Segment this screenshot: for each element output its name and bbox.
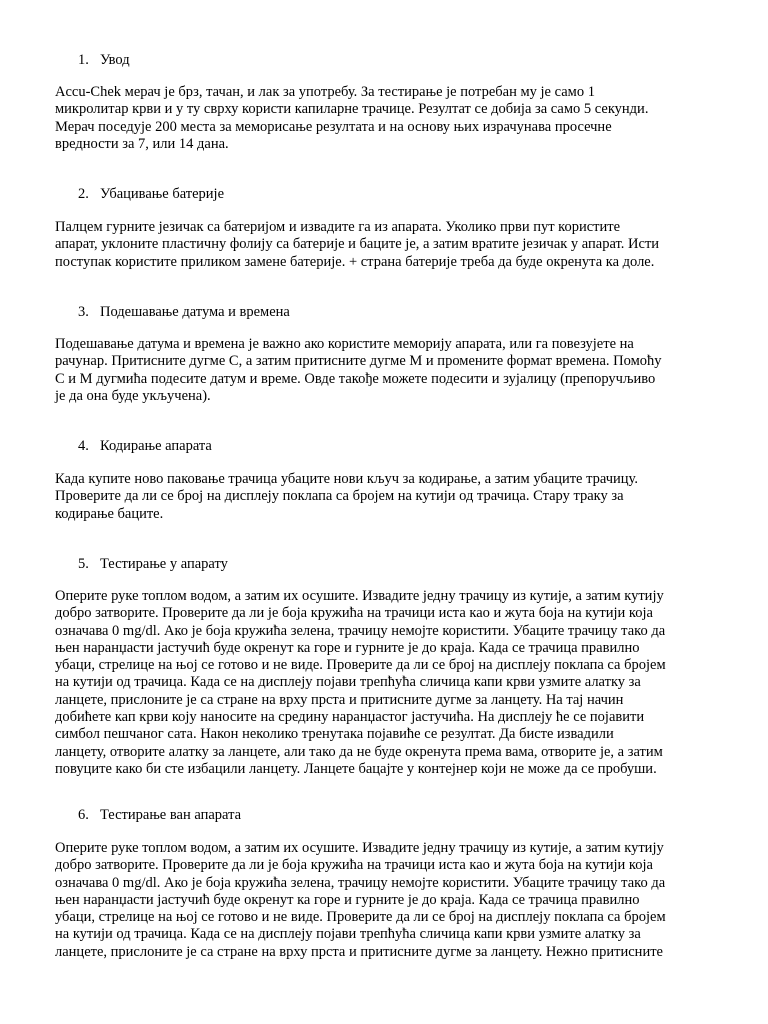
- paragraph-line: означава 0 mg/dl. Ако је боја кружића зелена, трачицу немојте користити. Убаците трачицу тако да: [55, 622, 666, 639]
- section-title: Тестирање у апарату: [100, 556, 228, 572]
- section-heading-coding: [78, 437, 212, 455]
- paragraph-line: повуците како би сте избацили ланцету. Ланцете бацајте у контејнер који не може да се пробуши.: [55, 760, 657, 777]
- paragraph-line: њен наранџасти јастучић буде окренут ка горе и гурните је до краја. Када се трачица правилно: [55, 891, 640, 908]
- paragraph-line: означава 0 mg/dl. Ако је боја кружића зелена, трачицу немојте користити. Убаците трачицу тако да: [55, 874, 666, 891]
- section-heading-date-time: [78, 303, 290, 321]
- paragraph-line: симбол пешчаног сата. Након неколико тренутака појавиће се резултат. Да бисте извадили: [55, 726, 614, 743]
- paragraph-line: добићете кап крви коју наносите на средину наранџастог јастучића. На дисплеју ће се појавити: [55, 709, 645, 726]
- section-title: Кодирање апарата: [100, 438, 212, 454]
- section-paragraph-testing-outside-device: [55, 840, 720, 961]
- section-number: 6.: [78, 807, 89, 823]
- paragraph-line: микролитар крви и у ту сврху користи капиларне трачице. Резултат се добија за само 5 секунди.: [55, 101, 649, 118]
- section-heading-testing-outside-device: [78, 806, 241, 824]
- paragraph-line: Мерач поседује 200 места за меморисање резултата и на основу њих израчунава просечне: [55, 118, 612, 135]
- section-number: 1.: [78, 52, 89, 68]
- section-number: 2.: [78, 186, 89, 202]
- section-number: 3.: [78, 304, 89, 320]
- section-paragraph-coding: [55, 471, 720, 523]
- section-heading-testing-in-device: [78, 555, 228, 573]
- section-paragraph-testing-in-device: [55, 588, 720, 778]
- paragraph-line: Палцем гурните језичак са батеријом и извадите га из апарата. Уколико први пут користите: [55, 219, 621, 235]
- section-paragraph-intro: [55, 84, 720, 153]
- paragraph-line: на кутији од трачица. Када се на дисплеју појави трепћућа сличица капи крви узмите алатку за: [55, 926, 641, 943]
- paragraph-line: добро затворите. Проверите да ли је боја кружића на трачици иста као и жута боја на кутији која: [55, 605, 653, 622]
- paragraph-line: Оперите руке топлом водом, а затим их осушите. Извадите једну трачицу из кутије, а затим кутију: [55, 840, 664, 856]
- section-paragraph-date-time: [55, 336, 720, 405]
- paragraph-line: рачунар. Притисните дугме C, а затим притисните дугме M и промените формат времена. Помоћу: [55, 353, 662, 370]
- section-title: Тестирање ван апарата: [100, 807, 242, 823]
- section-paragraph-battery: [55, 219, 720, 271]
- paragraph-line: Када купите ново паковање трачица убаците нови кључ за кодирање, а затим убаците трачицу.: [55, 471, 638, 487]
- paragraph-line: је да она буде укључена).: [55, 387, 211, 404]
- section-title: Увод: [100, 52, 130, 68]
- paragraph-line: Accu-Chek мерач је брз, тачан, и лак за употребу. За тестирање је потребан му је само 1: [55, 84, 595, 100]
- paragraph-line: Подешавање датума и времена је важно ако користите меморију апарата, или га повезујете на: [55, 336, 634, 352]
- paragraph-line: ланцету, отворите алатку за ланцете, али тако да не буде окренута према вама, отворите је, а затим: [55, 743, 663, 760]
- paragraph-line: Оперите руке топлом водом, а затим их осушите. Извадите једну трачицу из кутије, а затим кутију: [55, 588, 664, 604]
- section-title: Подешавање датума и времена: [100, 304, 290, 320]
- section-title: Убацивање батерије: [100, 186, 225, 202]
- paragraph-line: кодирање баците.: [55, 505, 164, 522]
- section-number: 5.: [78, 556, 89, 572]
- section-number: 4.: [78, 438, 89, 454]
- paragraph-line: поступак користите приликом замене батерије. + страна батерије треба да буде окренута ка доле.: [55, 253, 655, 270]
- section-heading-battery: [78, 185, 224, 203]
- paragraph-line: вредности за 7, или 14 дана.: [55, 135, 229, 152]
- paragraph-line: ланцете, прислоните је са стране на врху прста и притисните дугме за ланцету. На тај начин: [55, 691, 624, 708]
- paragraph-line: њен наранџасти јастучић буде окренут ка горе и гурните је до краја. Када се трачица правилно: [55, 639, 640, 656]
- paragraph-line: C и M дугмића подесите датум и време. Овде такође можете подесити и зујалицу (препоручљиво: [55, 370, 656, 387]
- paragraph-line: убаци, стрелице на њој се готово и не виде. Проверите да ли се број на дисплеју поклапа са бројем: [55, 909, 666, 926]
- paragraph-line: Проверите да ли се број на дисплеју поклапа са бројем на кутији од трачица. Стару траку за: [55, 488, 624, 505]
- paragraph-line: на кутији од трачица. Када се на дисплеју појави трепћућа сличица капи крви узмите алатку за: [55, 674, 641, 691]
- paragraph-line: убаци, стрелице на њој се готово и не виде. Проверите да ли се број на дисплеју поклапа са бројем: [55, 657, 666, 674]
- section-heading-intro: [78, 51, 130, 69]
- paragraph-line: апарат, уклоните пластичну фолију са батерије и баците је, а затим вратите језичак у апарат. Исти: [55, 236, 660, 253]
- paragraph-line: ланцете, прислоните је са стране на врху прста и притисните дугме за ланцету. Нежно притисните: [55, 943, 663, 960]
- paragraph-line: добро затворите. Проверите да ли је боја кружића на трачици иста као и жута боја на кутији која: [55, 857, 653, 874]
